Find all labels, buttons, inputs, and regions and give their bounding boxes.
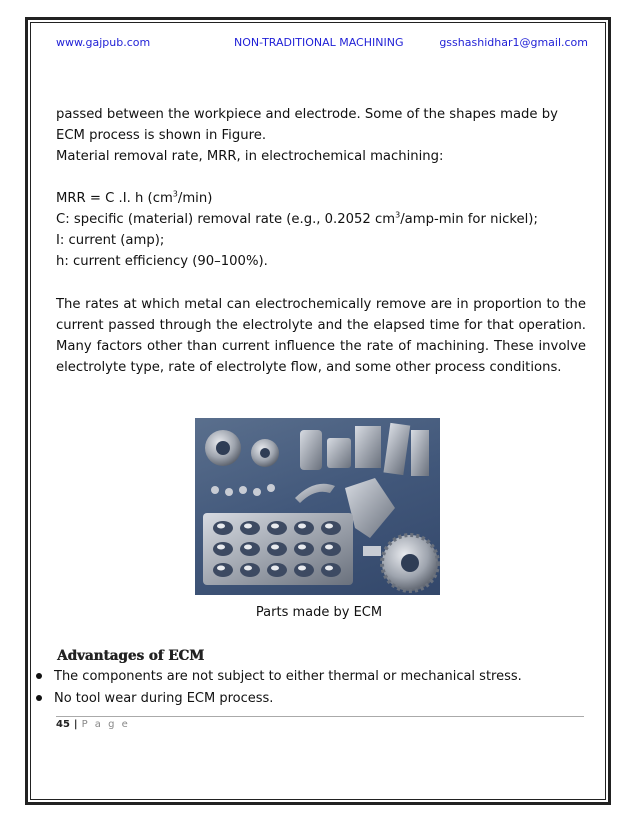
header-title: NON-TRADITIONAL MACHINING xyxy=(234,36,404,49)
page-label: P a g e xyxy=(81,719,130,730)
footer-divider xyxy=(56,716,584,717)
mrr-formula: MRR = C .I. h $(cm^3/\min)$ xyxy=(56,189,213,206)
figure-caption: Parts made by ECM xyxy=(255,605,383,620)
footer-separator: | xyxy=(73,719,78,730)
bullet-icon xyxy=(36,673,42,679)
i-definition: I: current (amp); xyxy=(56,233,165,248)
intro-line: passed between the workpiece and electrode. Some of the shapes made by xyxy=(56,107,558,122)
mrr-heading: Material removal rate, MRR, in electrochemical machining: xyxy=(56,149,444,164)
intro-line: ECM process is shown in Figure. xyxy=(56,128,267,143)
header-email: gsshashidhar1@gmail.com xyxy=(439,36,588,49)
page-footer xyxy=(56,719,130,730)
intro-section xyxy=(56,104,586,272)
page-header xyxy=(56,36,588,52)
advantages-heading: Advantages of ECM xyxy=(57,648,205,664)
body-paragraph: The rates at which metal can electrochemically remove are in proportion to the current passed through the electrolyte and the elapsed time for that operation. Many factors other than current influence the rate of machining. These involve electrolyte type, rate of electrolyte flow, and some other process conditions. xyxy=(56,297,586,375)
bullet-icon xyxy=(36,695,42,701)
h-definition: h: current efficiency (90–100%). xyxy=(56,254,268,269)
list-item: The components are not subject to either thermal or mechanical stress. xyxy=(36,669,522,684)
list-item: No tool wear during ECM process. xyxy=(36,691,273,706)
ecm-parts-illustration xyxy=(195,418,440,595)
ecm-parts-photo xyxy=(195,418,440,595)
header-website: www.gajpub.com xyxy=(56,36,151,49)
page-number: 45 xyxy=(56,719,70,730)
c-definition: C: specific (material) removal rate (e.g., 0.2052 $cm^3/amp-\min$ for nickel); xyxy=(56,210,538,227)
